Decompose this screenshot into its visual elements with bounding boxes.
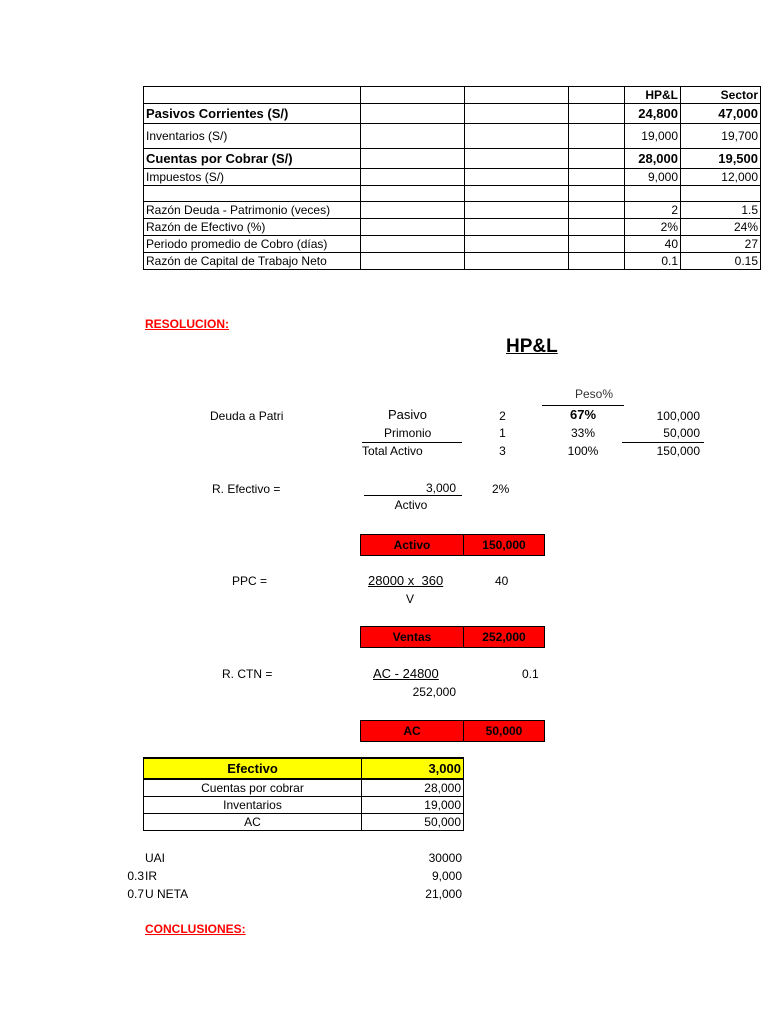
box-activo-label: Activo [360, 534, 464, 556]
ctn-numerator: AC - 24800 [373, 666, 439, 681]
efectivo-result: 2% [492, 482, 510, 496]
row-sector: 24% [681, 219, 761, 236]
box-activo-value: 150,000 [463, 534, 545, 556]
ir-value: 9,000 [431, 869, 462, 883]
cell-label: AC [144, 814, 362, 831]
row-label: Periodo promedio de Cobro (días) [144, 236, 361, 253]
table-row [144, 253, 761, 270]
primonio-amount: 50,000 [663, 426, 700, 440]
row-hpl: 24,800 [625, 104, 681, 124]
cell-value: 3,000 [362, 758, 464, 779]
pasivo-n: 2 [499, 409, 506, 423]
cell-label: Efectivo [144, 758, 362, 779]
table-row [144, 797, 464, 814]
ir-label: IR [145, 869, 157, 883]
table-row [144, 758, 464, 779]
table-row [144, 149, 761, 169]
pasivo-pct: 67% [569, 407, 597, 422]
table-header-row [144, 87, 761, 104]
box-ventas-value: 252,000 [463, 626, 545, 648]
row-sector: 0.15 [681, 253, 761, 270]
table-row-empty [144, 186, 761, 202]
uneta-value: 21,000 [425, 887, 462, 901]
conclusiones-heading: CONCLUSIONES: [145, 922, 246, 936]
primonio-pct: 33% [570, 426, 596, 440]
total-activo-amount: 150,000 [656, 444, 700, 458]
pasivo-label: Pasivo [388, 407, 428, 422]
table-row [144, 219, 761, 236]
header-hpl: HP&L [625, 87, 681, 104]
deuda-label: Deuda a Patri [210, 409, 284, 423]
ctn-denominator: 252,000 [412, 685, 456, 699]
box-ac-label: AC [360, 720, 464, 742]
primonio-label: Primonio [384, 426, 432, 440]
table-row [144, 104, 761, 124]
row-hpl: 19,000 [625, 124, 681, 149]
row-hpl: 0.1 [625, 253, 681, 270]
table-row [144, 779, 464, 797]
row-sector: 19,700 [681, 124, 761, 149]
row-label: Inventarios (S/) [144, 124, 361, 149]
efectivo-fraction-line [364, 495, 462, 496]
ppc-denominator: V [406, 592, 415, 606]
total-activo-n: 3 [499, 444, 506, 458]
ctn-label: R. CTN = [222, 667, 273, 681]
peso-header: Peso% [574, 387, 614, 401]
ppc-result: 40 [495, 574, 509, 588]
efectivo-label: R. Efectivo = [212, 482, 281, 496]
uai-label: UAI [145, 851, 166, 865]
table-row [144, 814, 464, 831]
total-activo-label: Total Activo [362, 444, 423, 458]
row-label: Razón de Efectivo (%) [144, 219, 361, 236]
peso-underline [542, 405, 624, 406]
total-line-right [622, 442, 704, 443]
row-sector: 1.5 [681, 202, 761, 219]
row-hpl: 2 [625, 202, 681, 219]
row-hpl: 9,000 [625, 169, 681, 186]
row-sector: 19,500 [681, 149, 761, 169]
ppc-numerator: 28000 x 360 [368, 573, 444, 588]
header-sector: Sector [681, 87, 761, 104]
box-ventas-label: Ventas [360, 626, 464, 648]
uai-value: 30000 [428, 851, 462, 865]
pasivo-amount: 100,000 [656, 409, 700, 423]
row-hpl: 28,000 [625, 149, 681, 169]
row-sector: 27 [681, 236, 761, 253]
efectivo-denominator: Activo [394, 498, 428, 512]
current-assets-table [143, 757, 464, 831]
table-row [144, 124, 761, 149]
cell-value: 28,000 [362, 779, 464, 797]
cell-label: Cuentas por cobrar [144, 779, 362, 797]
ratios-table [143, 86, 761, 270]
uneta-factor: 0.7 [127, 887, 144, 901]
row-label: Razón de Capital de Trabajo Neto [144, 253, 361, 270]
resolucion-heading: RESOLUCION: [145, 317, 229, 331]
ppc-label: PPC = [232, 574, 268, 588]
table-row [144, 236, 761, 253]
uneta-label: U NETA [145, 887, 189, 901]
efectivo-numerator: 3,000 [425, 481, 456, 495]
ctn-result: 0.1 [522, 667, 539, 681]
table-row [144, 202, 761, 219]
row-sector: 12,000 [681, 169, 761, 186]
row-hpl: 2% [625, 219, 681, 236]
primonio-n: 1 [499, 426, 506, 440]
cell-value: 50,000 [362, 814, 464, 831]
main-title: HP&L [506, 336, 558, 357]
cell-label: Inventarios [144, 797, 362, 814]
row-label: Cuentas por Cobrar (S/) [144, 149, 361, 169]
row-sector: 47,000 [681, 104, 761, 124]
row-hpl: 40 [625, 236, 681, 253]
box-ac-value: 50,000 [463, 720, 545, 742]
row-label: Razón Deuda - Patrimonio (veces) [144, 202, 361, 219]
table-row [144, 169, 761, 186]
total-line-left [362, 442, 462, 443]
total-activo-pct: 100% [567, 444, 599, 458]
row-label: Impuestos (S/) [144, 169, 361, 186]
ir-factor: 0.3 [127, 869, 144, 883]
row-label: Pasivos Corrientes (S/) [144, 104, 361, 124]
cell-value: 19,000 [362, 797, 464, 814]
